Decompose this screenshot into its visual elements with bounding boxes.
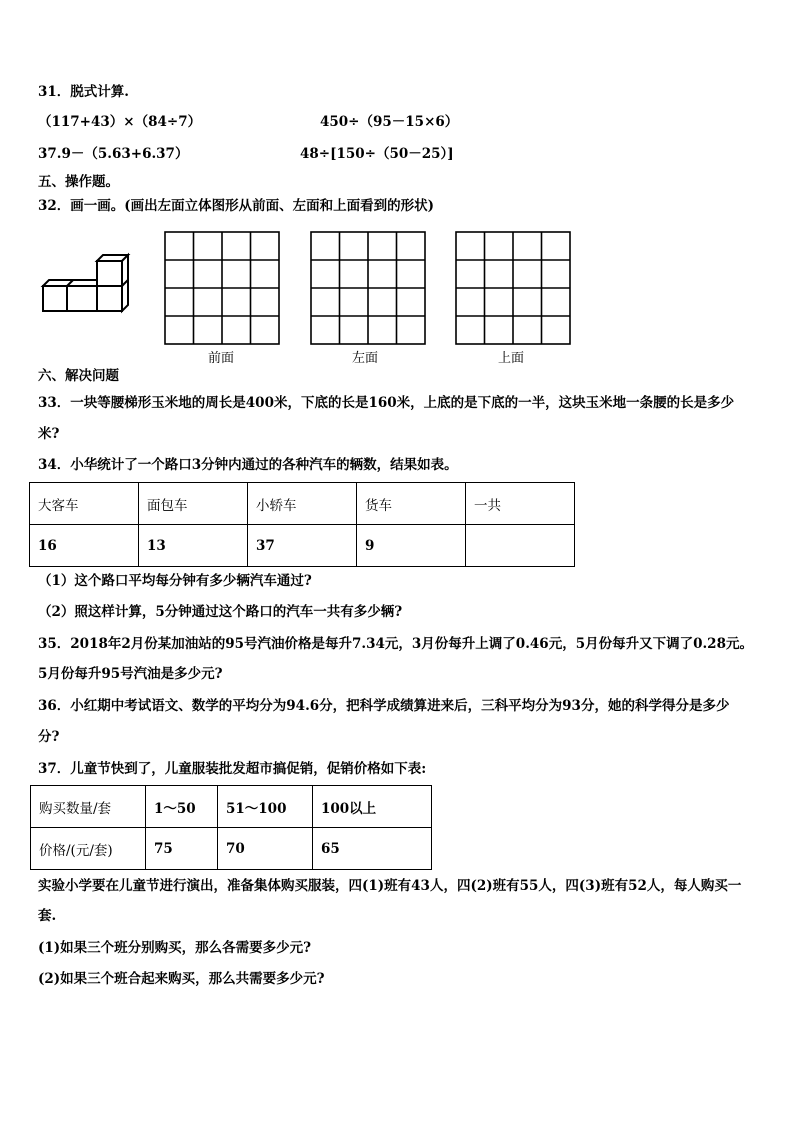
table-cell: 价格/(元/套) (31, 828, 146, 870)
q36-line-1: 36．小红期中考试语文、数学的平均分为94.6分，把科学成绩算进来后，三科平均分为93分，她的科学得分是多少 (38, 698, 730, 714)
table-cell: 100以上 (313, 786, 432, 828)
cube-figure (40, 252, 135, 322)
table-row (30, 525, 575, 567)
table-cell: 小轿车 (248, 483, 357, 525)
table-row (31, 828, 432, 870)
q37-line-2: 套. (38, 908, 57, 924)
q37-sub-2: (2)如果三个班合起来购买，那么共需要多少元? (38, 971, 325, 987)
q32-title: 32．画一画。(画出左面立体图形从前面、左面和上面看到的形状) (38, 198, 435, 214)
section-5-heading: 五、操作题。 (38, 174, 119, 190)
table-cell: 货车 (357, 483, 466, 525)
table-cell: 面包车 (139, 483, 248, 525)
grid-left[interactable] (310, 231, 426, 345)
table-cell: 65 (313, 828, 432, 870)
q37-line-1: 实验小学要在儿童节进行演出，准备集体购买服装，四(1)班有43人，四(2)班有55人，四(3)班有52人，每人购买一 (38, 878, 742, 894)
q33-line-1: 33．一块等腰梯形玉米地的周长是400米，下底的长是160米，上底的是下底的一半，这块玉米地一条腰的长是多少 (38, 395, 735, 411)
q37-sub-1: (1)如果三个班分别购买，那么各需要多少元? (38, 940, 312, 956)
table-cell: 75 (146, 828, 218, 870)
q36-line-2: 分? (38, 729, 60, 745)
table-cell: 1～50 (146, 786, 218, 828)
grid-top[interactable] (455, 231, 571, 345)
label-front: 前面 (208, 351, 235, 366)
q31-expression-3: 37.9－（5.63+6.37） (38, 146, 189, 162)
q35-line-1: 35．2018年2月份某加油站的95号汽油价格是每升7.34元，3月份每升上调了0.46元，5月份每升又下调了0.28元。 (38, 636, 753, 652)
vehicle-count-table (29, 482, 575, 567)
table-cell: 13 (139, 525, 248, 567)
q33-line-2: 米? (38, 426, 60, 442)
grid-front[interactable] (164, 231, 280, 345)
table-cell: 51～100 (218, 786, 313, 828)
q31-expression-1: （117+43）×（84÷7） (38, 114, 202, 130)
price-table (30, 785, 432, 870)
table-cell: 大客车 (30, 483, 139, 525)
table-cell: 9 (357, 525, 466, 567)
q31-expression-2: 450÷（95－15×6） (320, 114, 459, 130)
q31-expression-4: 48÷[150÷（50－25）] (300, 146, 454, 162)
table-cell: 37 (248, 525, 357, 567)
q31-title: 31．脱式计算. (38, 84, 129, 100)
label-top: 上面 (498, 351, 525, 366)
label-left: 左面 (352, 351, 379, 366)
q35-line-2: 5月份每升95号汽油是多少元? (38, 666, 223, 682)
q34-sub-2: （2）照这样计算，5分钟通过这个路口的汽车一共有多少辆? (38, 604, 403, 620)
q37-title: 37．儿童节快到了，儿童服装批发超市搞促销，促销价格如下表: (38, 761, 427, 777)
table-cell: 70 (218, 828, 313, 870)
table-row (31, 786, 432, 828)
table-cell: 一共 (466, 483, 575, 525)
table-cell: 16 (30, 525, 139, 567)
q34-sub-1: （1）这个路口平均每分钟有多少辆汽车通过? (38, 573, 312, 589)
table-cell: 购买数量/套 (31, 786, 146, 828)
table-header-row (30, 483, 575, 525)
q34-title: 34．小华统计了一个路口3分钟内通过的各种汽车的辆数，结果如表。 (38, 457, 458, 473)
section-6-heading: 六、解决问题 (38, 368, 119, 384)
table-cell-total[interactable] (466, 525, 575, 567)
